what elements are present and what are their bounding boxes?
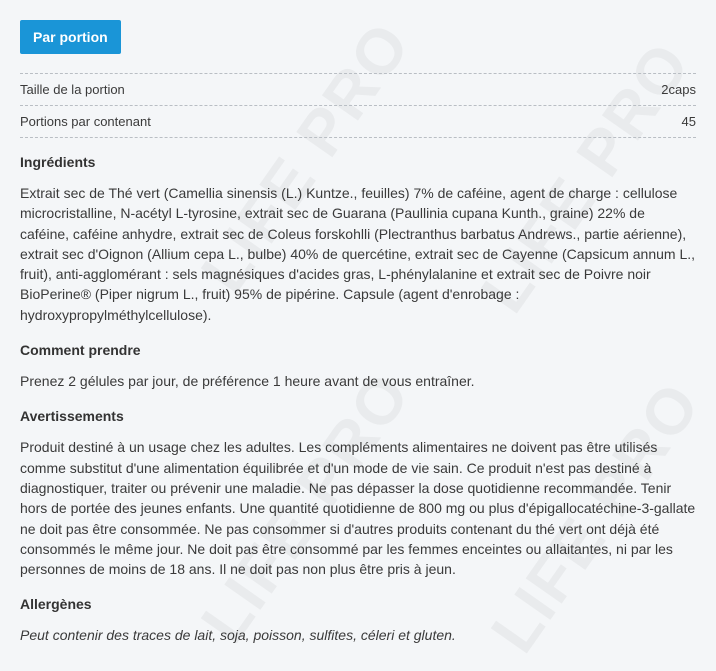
allergens-title: Allergènes bbox=[20, 596, 92, 613]
warnings-title: Avertissements bbox=[20, 408, 124, 425]
ingredients-title: Ingrédients bbox=[20, 154, 96, 170]
tab-per-serving[interactable]: Par portion bbox=[20, 20, 121, 54]
usage-title: Comment prendre bbox=[20, 342, 141, 359]
summary-value: 45 bbox=[681, 114, 696, 129]
nutrition-panel bbox=[20, 20, 696, 646]
usage-text: Prenez 2 gélules par jour, de préférence 1 heure avant de vous entraîner. bbox=[20, 373, 475, 390]
summary-value: 2caps bbox=[661, 82, 696, 97]
allergens-text: Peut contenir des traces de lait, soja, poisson, sulfites, céleri et gluten. bbox=[20, 627, 456, 644]
summary-row-servings-per-container bbox=[20, 105, 696, 138]
warnings-text: Produit destiné à un usage chez les adultes. Les compléments alimentaires ne doivent pas être utilisés comme substitut d'une alimentation équilibrée et d'un mode de vie sain. Ce produit n'est pas destiné à diagnostiquer, traiter ou prévenir une maladie. Ne pas dépasser la dose quotidienne recommandée. Tenir hors de portée des jeunes enfants. Une quantité quotidienne de 800 mg ou plus d'épigallocatéchine-3-gallate ne doit pas être consommée. Ne pas consommer si d'autres produits contenant du thé vert ont déjà été consommés le même jour. Ne doit pas être consommé par les femmes enceintes ou allaitantes, ni par les personnes de moins de 18 ans. Il ne doit pas non plus être pris à jeun. bbox=[20, 439, 696, 578]
ingredients-text: Extrait sec de Thé vert (Camellia sinensis (L.) Kuntze., feuilles) 7% de caféine, agent de charge : cellulose microcristalline, N-acétyl L-tyrosine, extrait sec de Guarana (Paullinia cupana Kunth., graine) 22% de caféine, caféine anhydre, extrait sec de Coleus forskohlli (Plectranthus barbatus Andrews., partie aérienne), extrait sec d'Oignon (Allium cepa L., bulbe) 40% de quercétine, extrait sec de Cayenne (Capsicum annum L., fruit), anti-agglomérant : sels magnésiques d'acides gras, L-phénylalanine et extrait sec de Poivre noir BioPerine® (Piper nigrum L., fruit) 95% de pipérine. Capsule (agent d'enrobage : hydroxypropylméthylcellulose). bbox=[20, 185, 696, 323]
summary-label: Taille de la portion bbox=[20, 82, 125, 97]
summary-label: Portions par contenant bbox=[20, 114, 151, 129]
serving-summary bbox=[20, 73, 696, 138]
summary-row-serving-size bbox=[20, 73, 696, 105]
